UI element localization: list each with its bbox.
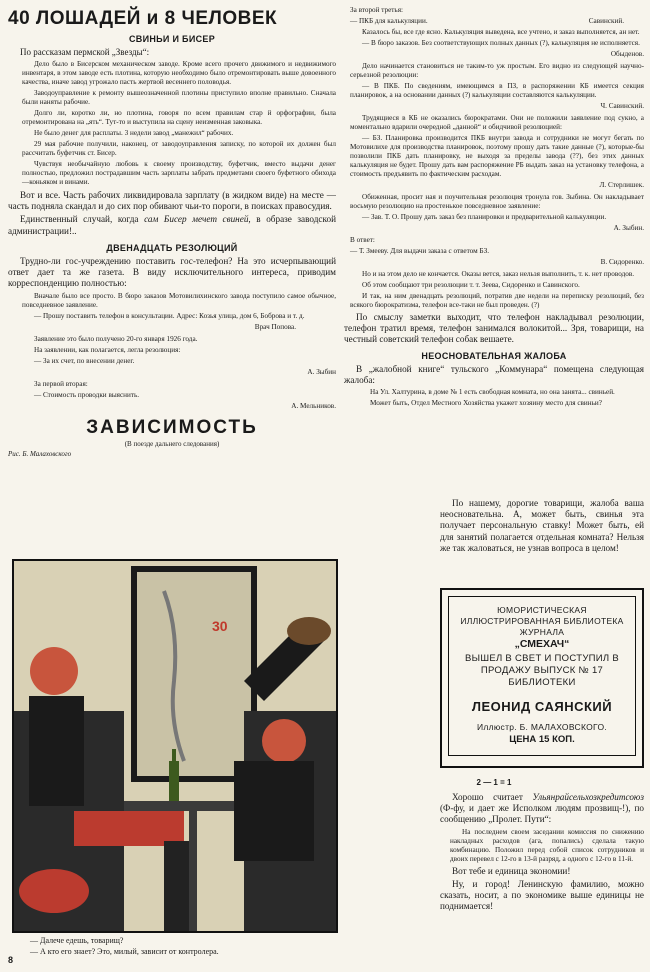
cartoon-illustration (12, 559, 338, 933)
paragraph: — В ПКБ. По сведениям, имеющимся в ПЗ, в распоряжении КБ имеется секция планировок, а на основании данных (?) калькуляции составляются калькуляции. (350, 82, 644, 99)
signature: А. Мельников. (291, 402, 336, 411)
commentary-paragraph: Вот тебе и единица экономии! (452, 865, 571, 876)
paragraph: За второй третья: (350, 6, 404, 14)
paragraph: Обиженная, просит ная и поучительная резолюция тронула гов. Зыбина. Он накладывает восьмую резолюцию на простенькое повседневное заявление: (350, 193, 644, 210)
commentary-paragraph (8, 214, 336, 236)
signature: А. Зыбин (307, 368, 336, 377)
right-mid-commentary (440, 498, 644, 556)
commentary-paragraph: По нашему, дорогие товарищи, жалоба ваша неосновательна. А, может быть, свинья эта получает персональную ставку! Может быть, ей для занятий полагается отдельная комната? Нельзя же так жаловаться, не узнав вопроса в целом! (440, 498, 644, 553)
paragraph: Может быть, Отдел Местного Хозяйства укажет хозяину место для свиньи? (370, 399, 602, 408)
paragraph: Долго ли, коротко ли, но плотина, говоря по всем правилам стар й орфографии, была отремонтирована на „ять“. Тут-то и выступила на сцену неизменная заковыка. (22, 109, 336, 126)
ad-journal-name: „СМЕХАЧ“ (514, 638, 570, 650)
advertisement-inner-frame (448, 596, 636, 756)
article-quote-5 (440, 828, 644, 864)
paragraph: Об этом сообщают три резолюции т. т. Зеева, Сидоренко и Савинского. (362, 281, 580, 289)
paragraph: — В бюро заказов. Без соответствующих полных данных (?), калькуляция не исполняется. (362, 39, 640, 47)
caption-line: — Далече едешь, товарищ? (30, 936, 124, 945)
paragraph: Но и на этом дело не кончается. Оказы вется, заказ нельзя выполнить, т. к. нет проводов. (362, 270, 635, 278)
article-quote-1 (8, 60, 336, 187)
signature: Савинский. (588, 17, 624, 25)
right-bottom-article (440, 792, 644, 914)
signature: Врач Попова. (254, 323, 296, 332)
signature: Л. Стерлишек. (599, 181, 644, 189)
subhead-neosnovatelnaya-zhaloba: НЕОСНОВАТЕЛЬНАЯ ЖАЛОБА (421, 350, 567, 361)
paragraph: — Прошу поставить телефон в консультации. Адрес: Козья улица, дом 6, Боброва и т. д. (34, 312, 305, 321)
paragraph: Дело начинается становиться не таким-то уж простым. Его видно из следующей научно-серьезной резолюции: (350, 62, 644, 79)
article-quote-3 (344, 6, 644, 310)
commentary-paragraph: Трудно-ли гос-учреждению поставить гос-телефон? На это исчерпывающий ответ дает та же газета. В виду исключительного интереса, приводим корреспонденцию полностью: (8, 255, 336, 289)
left-column (8, 6, 336, 458)
caption-line: — А кто его знает? Это, милый, зависит от контролера. (30, 947, 219, 956)
subhead-svinyi-i-biser: СВИНЬИ И БИСЕР (128, 34, 216, 44)
commentary-paragraph: По смыслу заметки выходит, что телефон накладывал резолюции, телефон тратил время, телефон занимался волокитой... Зря, товарищи, на честный советский телефон собак вешаете. (344, 312, 644, 345)
paragraph: На последнем своем заседании комиссия по снижению накладных расходов (ага, попались) сделала такую комбинацию. Положил перед собой список сотрудников и двоих перевел с 12-го в 13-й разряд, а одного с 12-го в 11-й. (450, 827, 644, 863)
main-headline: 40 ЛОШАДЕЙ и 8 ЧЕЛОВЕК (8, 8, 278, 29)
paragraph: 29 мая рабочие получили, наконец, от заводоуправления записку, по которой их должен был рассчитать буфетчик ст. Бисер. (22, 140, 336, 157)
paragraph: На заявлении, как полагается, легла резолюция: (34, 346, 181, 355)
right-column (344, 6, 644, 410)
section-title-zavisimost: ЗАВИСИМОСТЬ (86, 417, 258, 439)
paragraph: Заводоуправление к ремонту вышеозначенной плотины приступило вполне правильно. Сначала были наняты рабочие. (22, 89, 336, 106)
paragraph: В ответ: (350, 236, 375, 244)
text-run: — ПКБ для калькуляции. (350, 17, 428, 25)
ad-illustrator: Иллюстр. Б. МАЛАХОВСКОГО. (476, 722, 608, 732)
italic-text: Ульянрайсельхозкредитсоюз (532, 792, 644, 802)
italic-text: сам Бисер мечет свиней (144, 214, 249, 225)
paragraph: На Ул. Халтурина, в доме № 1 есть свободная комната, но она занята... свиньей. (370, 388, 615, 397)
paragraph: Казалось бы, все где ясно. Калькуляция выведена, все учтено, и заказ выполняется, ан нет. (362, 28, 640, 36)
commentary-paragraph (440, 792, 644, 826)
ad-text: ЮМОРИСТИЧЕСКАЯ ИЛЛЮСТРИРОВАННАЯ БИБЛИОТЕКА ЖУРНАЛА (460, 605, 624, 637)
signature: Обыденов. (610, 50, 644, 58)
advertisement-box (440, 588, 644, 768)
illustration-caption (30, 935, 330, 957)
article-quote-2 (8, 292, 336, 411)
ticket-number: 30 (212, 618, 228, 634)
ad-price: ЦЕНА 15 КОП. (509, 734, 575, 745)
subhead-dvenadtsat-rezolyutsiy: ДВЕНАДЦАТЬ РЕЗОЛЮЦИЙ (106, 242, 238, 253)
ad-author: ЛЕОНИД САЯНСКИЙ (471, 699, 613, 714)
paragraph: Трудящиеся в КБ не оказались бюрократами. Они не положили заявление под сукно, а моментально вдарили очередной „данной“ и обидчивой резолюцией: (350, 114, 644, 131)
commentary-paragraph: Вот и все. Часть рабочих ликвидировала зарплату (в жидком виде) на месте — часть подняла скандал и до сих пор обивают чьи-то пороги, в поисках правосудия. (8, 190, 336, 212)
paragraph: Дело было в Бисерском механическом заводе. Кроме всего прочего движимого и недвижимого инвентаря, в этом заводе есть плотина, которую необходимо было отремонтировать выше довоенного качества, иначе завод угрожало пасть жертвой весеннего половодья. (22, 60, 336, 86)
illustration-credit: Рис. Б. Малаховского (8, 450, 72, 459)
paragraph: — Стоимость проводки выяснить. (34, 391, 140, 400)
text-run: , в образе заводской администрации!.. (8, 214, 337, 236)
paragraph: Чувствуя необычайную любовь к своему производству, буфетчик, вместо выдачи денег полностью, предложил пострадавшим часть зарплаты забрать предметами своего буфетного обихода—коньяком и винами. (22, 160, 336, 186)
signature: В. Сидоренко. (600, 258, 644, 266)
signature: А. Зыбин. (613, 224, 644, 232)
commentary-paragraph: В „жалобной книге“ тульского „Коммунара“ помещена следующая жалоба: (344, 363, 644, 385)
text-run: Единственный случай, когда (20, 214, 145, 225)
commentary-paragraph: Ну, и город! Ленинскую фамилию, можно сказать, носит, а по экономике выше единицы не поднимается! (440, 878, 644, 912)
paragraph: — БЗ. Планировка производится ПКБ внутри завода и сотрудники не могут бегать по Мотовилихе для производства планировок, поэтому прошу дать такие данные (?), которые-бы позволили ПКБ дать планировку, не выходя за пределы завода (??), без этих данных калькуляция не будет. Прошу дать вам распоряжение РБ выдать заказ на установку телефона, а стоимость предъявить по фактическим расходам. (350, 134, 644, 178)
text-run: Хорошо считает (452, 792, 533, 802)
paragraph: — Зав. Т. О. Прошу дать заказ без планировки и предварительной калькуляции. (362, 213, 607, 221)
paragraph: Не было денег для расплаты. 3 недели завод „манежил“ рабочих. (34, 129, 234, 137)
paragraph: — За их счет, по внесении денег. (34, 357, 135, 366)
intro-line: По рассказам пермской „Звезды“: (20, 47, 150, 57)
paragraph: Вначале было все просто. В бюро заказов Мотовилихинского завода поступило самое обычное, повседневное заявление. (22, 292, 336, 310)
text-run: (Ф-фу, и дает же Исполком людям прозвищ-!), по сообщению „Пролет. Пути“: (440, 803, 644, 825)
paragraph: — Т. Змееву. Для выдачи заказа с ответом БЗ. (350, 247, 489, 255)
page-number: 8 (8, 955, 14, 965)
paragraph: И так, на ним двенадцать резолюций, потратив две недели на переписку резолюций, без всякого бюрократизма, телефон все-таки не был проведен. (?) (350, 292, 644, 309)
section-subtitle: (В поезде дальнего следования) (124, 440, 220, 449)
ad-text: ВЫШЕЛ В СВЕТ И ПОСТУПИЛ В ПРОДАЖУ ВЫПУСК № 17 БИБЛИОТЕКИ (464, 653, 620, 688)
section-title-formula: 2 — 1 = 1 (476, 778, 512, 787)
paragraph: За первой вторая: (34, 380, 88, 389)
cartoon-drawing (14, 561, 336, 931)
paragraph (350, 17, 644, 26)
paragraph: Заявление это было получено 20-го января 1926 года. (34, 335, 198, 344)
article-quote-4 (344, 388, 644, 408)
signature: Ч. Савинский. (600, 102, 644, 110)
